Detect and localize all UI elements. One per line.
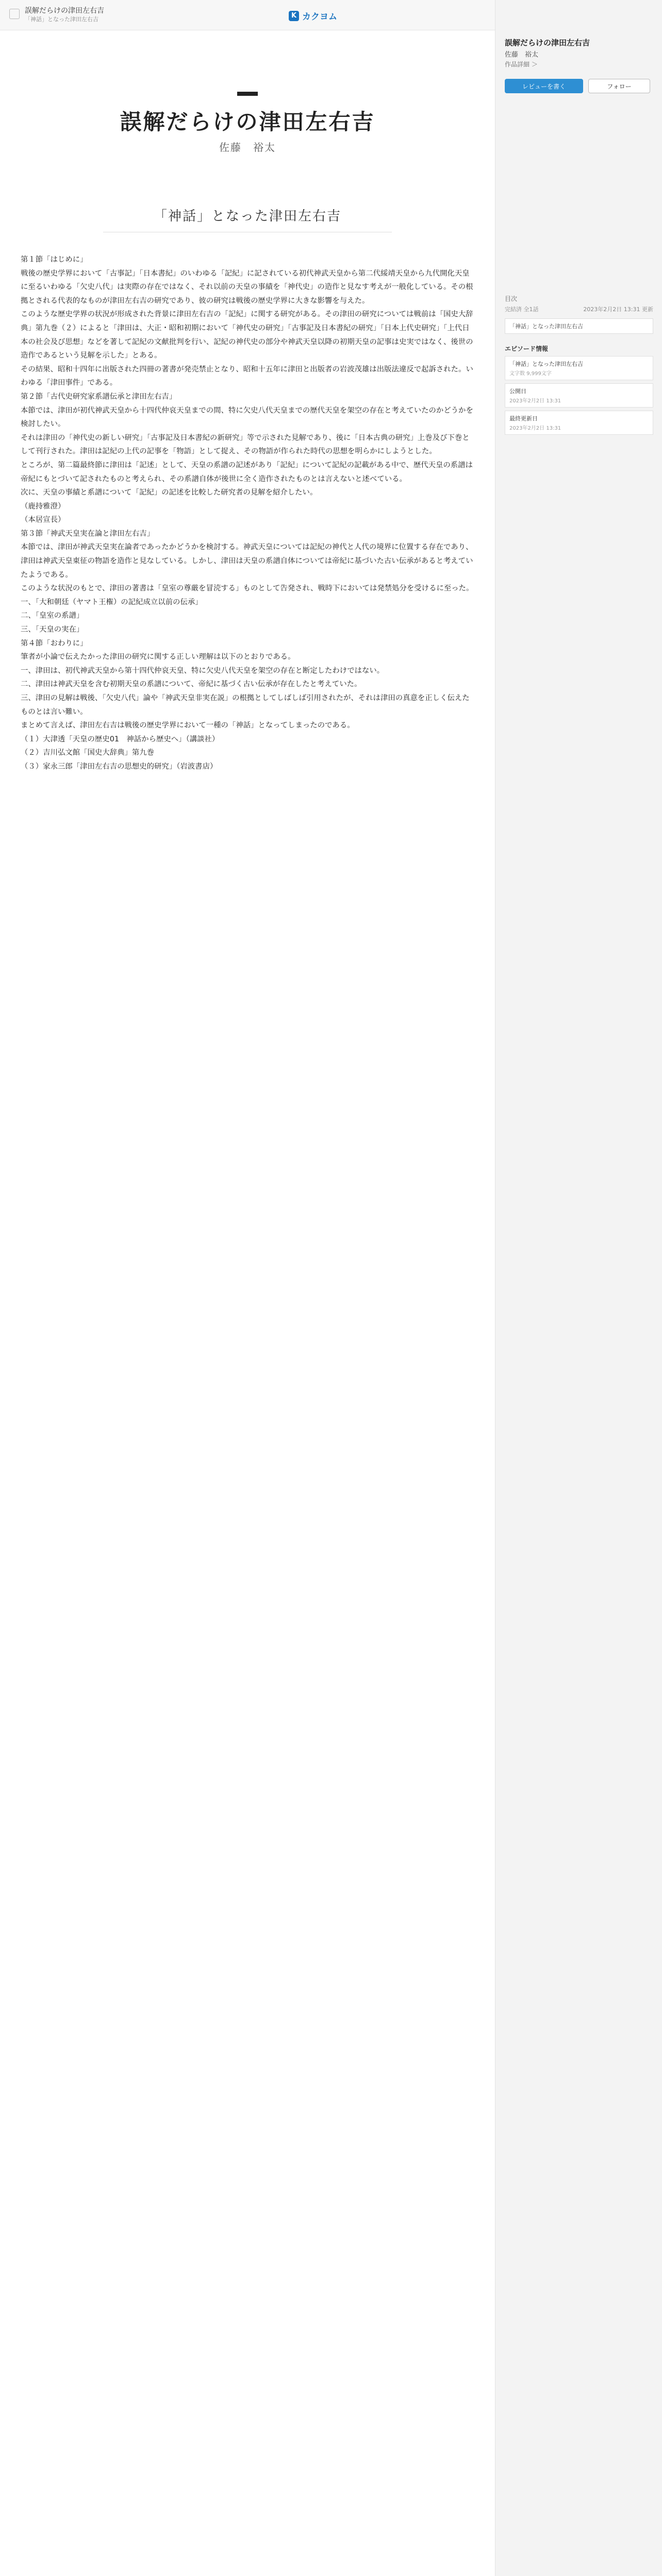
sidebar-buttons [495,74,662,98]
sidebar-work-title[interactable]: 誤解だらけの津田左右吉 [505,38,590,47]
back-icon[interactable] [9,9,20,19]
episode-info-item [505,356,653,380]
body-paragraph: （３）家永三郎「津田左右吉の思想史的研究」（岩波書店） [21,762,218,771]
body-paragraph: ところが、第二篇最終節に津田は「記述」として、天皇の系譜の記述があり「記紀」について記紀の記載がある中で、歴代天皇の系譜は帝紀にもとづいて記されたものと考えられ、その系譜自体が後世に全く造作されたものとは言えないと述べている。 [21,461,473,483]
body-paragraph: 三、津田の見解は戦後、「欠史八代」論や「神武天皇非実在説」の根拠としてしばしば引用されたが、それは津田の真意を正しく伝えたものとは言い難い。 [21,694,470,716]
article [21,92,474,774]
body-paragraph: 二、津田は神武天皇を含む初期天皇の系譜について、帝紀に基づく古い伝承が存在したと考えていた。 [21,680,362,689]
follow-button[interactable]: フォロー [588,79,650,93]
episode-info-meta: 2023年2月2日 13:31 [509,398,561,404]
decorative-bar [237,92,258,96]
toc-info-row [505,305,653,313]
body-paragraph: それは津田の「神代史の新しい研究」「古事記及日本書紀の新研究」等で示された見解であり、後に「日本古典の研究」上巻及び下巻として刊行された。津田は記紀の上代の記事を「物語」として捉え、その物語が作られた時代の思想を明らかにしようとした。 [21,433,470,456]
body-paragraph: その結果、昭和十四年に出版された四冊の著書が発売禁止となり、昭和十五年に津田と出版者の岩波茂雄は出版法違反で起訴された。いわゆる「津田事件」である。 [21,365,473,387]
body-paragraph: 戦後の歴史学界において「古事記」「日本書紀」のいわゆる「記紀」に記されている初代神武天皇から第二代綏靖天皇から九代開化天皇に至るいわゆる「欠史八代」は実際の存在ではなく、それ以前の天皇の事績を「神代史」の造作と見なす考えが一般化している。その根拠とされる代表的なものが津田左右吉の研究であり、彼の研究は戦後の歴史学界に大きな影響を与えた。 [21,269,473,305]
episode-info-heading: エピソード情報 [505,345,549,352]
body-paragraph: 第４節「おわりに」 [21,639,88,648]
main-content [0,30,495,774]
brand-logo[interactable] [289,9,337,22]
toc-label: 目次 [505,295,518,302]
body-paragraph: このような状況のもとで、津田の著書は「皇室の尊厳を冒涜する」ものとして告発され、戦時下においては発禁処分を受けるに至った。 [21,584,474,593]
article-body [21,253,474,774]
kakuyomu-logo-icon: K [289,11,299,21]
write-review-button[interactable]: レビューを書く [505,79,583,93]
body-paragraph: （本居宣長） [21,516,65,524]
brand-name: カクヨム [302,12,337,22]
episode-info-meta: 文字数 9,999文字 [509,371,552,377]
body-paragraph: 筆者が小論で伝えたかった津田の研究に関する正しい理解は以下のとおりである。 [21,653,295,662]
right-sidebar [495,0,662,2576]
toc-updated: 2023年2月2日 13:31 更新 [583,306,653,313]
body-paragraph: 第３節「神武天皇実在論と津田左右吉」 [21,529,155,538]
sidebar-header [495,30,662,74]
toc-status: 完結済 全1話 [505,306,539,313]
episode-info-meta: 2023年2月2日 13:31 [509,426,561,431]
sidebar-author[interactable]: 佐藤 裕太 [505,51,539,59]
episode-info-item [505,411,653,435]
body-paragraph: （１）大津透「天皇の歴史01 神話から歴史へ」（講談社） [21,735,220,743]
topbar-titlebox [25,7,104,23]
article-author[interactable]: 佐藤 裕太 [219,141,276,154]
body-paragraph: 二、「皇室の系譜」 [21,612,84,620]
body-paragraph: 次に、天皇の事績と系譜について「記紀」の記述を比較した研究者の見解を紹介したい。 [21,488,318,497]
body-paragraph: 第２節「古代史研究家系譜伝承と津田左右吉」 [21,392,177,401]
body-paragraph: 三、「天皇の実在」 [21,625,84,634]
body-paragraph: （２）吉川弘文館「国史大辞典」第九巻 [21,749,155,757]
body-paragraph: 一、津田は、初代神武天皇から第十四代仲哀天皇、特に欠史八代天皇を架空の存在と断定したわけではない。 [21,666,385,675]
body-paragraph: 第１節「はじめに」 [21,256,88,264]
episode-info-item [505,383,653,408]
body-paragraph: 一、「大和朝廷（ヤマト王権）の記紀成立以前の伝承」 [21,598,203,606]
topbar-title[interactable]: 誤解だらけの津田左右吉 [25,7,104,15]
sidebar-toc [495,294,662,435]
topbar-left [9,7,104,23]
body-paragraph: （鹿持雅澄） [21,502,65,511]
episode-info-title: 公開日 [509,388,526,395]
body-paragraph: 本節では、津田が神武天皇実在論者であったかどうかを検討する。神武天皇については記紀の神代と人代の境界に位置する存在であり、津田は神武天皇東征の物語を造作と見なしている。しかし、津田は天皇の系譜自体については帝紀に基づいた古い伝承があると考えていたようである。 [21,543,473,579]
toc-episode-link[interactable]: 「神話」となった津田左右吉 [505,318,653,334]
sidebar-detail-link[interactable]: 作品詳細 ＞ [505,61,538,68]
body-paragraph: 本節では、津田が初代神武天皇から十四代仲哀天皇までの間、特に欠史八代天皇までの歴代天皇を架空の存在と考えていたのかどうかを検討したい。 [21,406,473,429]
body-paragraph: このような歴史学界の状況が形成された背景に津田左右吉の「記紀」に関する研究がある。その津田の研究については戦前は「国史大辞典」第九巻（２）によると「津田は、大正・昭和初期において「神代史の研究」「古事記及日本書紀の研究」「日本上代史研究」「上代日本の社会及び思想」などを著して記紀の文献批判を行い、記紀の神代史の部分や神武天皇以降の初期天皇の記事は史実ではなく、後世の造作であるという見解を示した」とある。 [21,310,473,360]
episode-title: 「神話」となった津田左右吉 [153,209,341,224]
episode-info-title: 「神話」となった津田左右吉 [509,361,583,367]
episode-info-title: 最終更新日 [509,415,538,422]
article-headline: 誤解だらけの津田左右吉 [120,109,375,134]
body-paragraph: まとめて言えば、津田左右吉は戦後の歴史学界において一種の「神話」となってしまったのである。 [21,721,355,730]
topbar-subtitle: 「神話」となった津田左右吉 [25,15,98,23]
